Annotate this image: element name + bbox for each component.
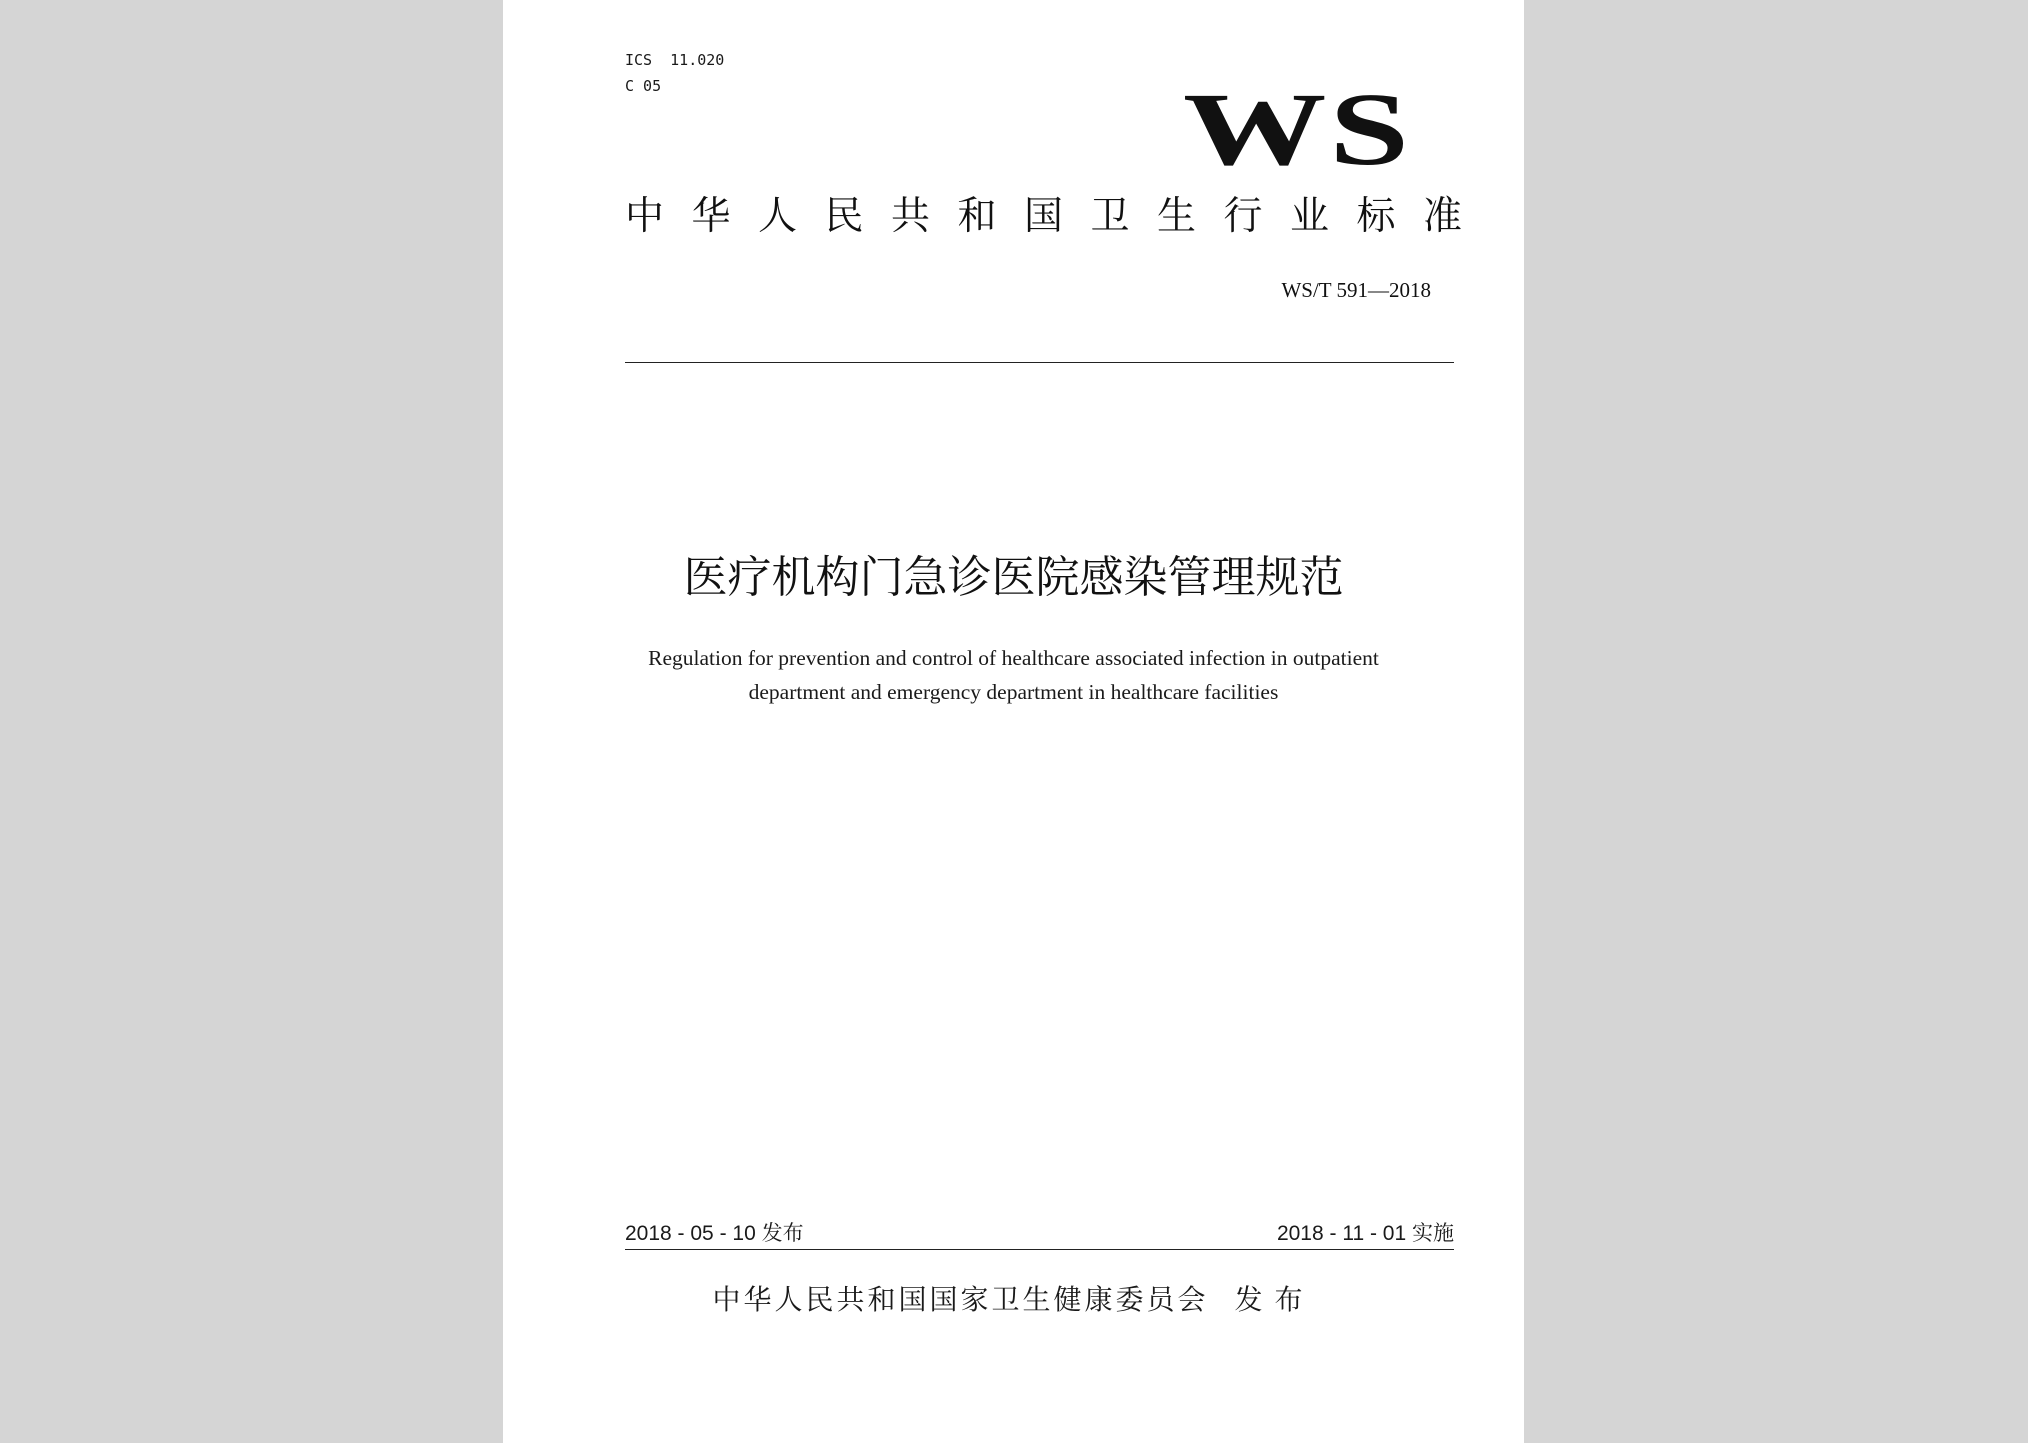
standard-category-title: 中华人民共和国卫生行业标准 [625, 194, 1490, 239]
effective-date: 2018 - 11 - 01 实施 [1276, 1222, 1454, 1245]
ics-code: ICS 11.020 [625, 51, 725, 69]
ccs-code: C 05 [625, 77, 662, 95]
document-page [503, 0, 1524, 1443]
document-title-cn: 医疗机构门急诊医院感染管理规范 [683, 552, 1344, 603]
document-title-en [563, 641, 1464, 709]
footer-divider [625, 1249, 1454, 1250]
ws-logo: WS [1183, 72, 1412, 187]
title-en-line-1: Regulation for prevention and control of healthcare associated infection in outpatient [648, 646, 1379, 670]
header-divider [625, 362, 1454, 363]
issue-date: 2018 - 05 - 10 发布 [625, 1222, 804, 1245]
issuer-name: 中华人民共和国国家卫生健康委员会 [712, 1283, 1209, 1316]
title-en-line-2: department and emergency department in healthcare facilities [748, 680, 1279, 704]
issuing-authority [563, 1282, 1464, 1318]
standard-number: WS/T 591—2018 [1281, 278, 1431, 302]
issue-word: 发布 [1234, 1283, 1315, 1316]
